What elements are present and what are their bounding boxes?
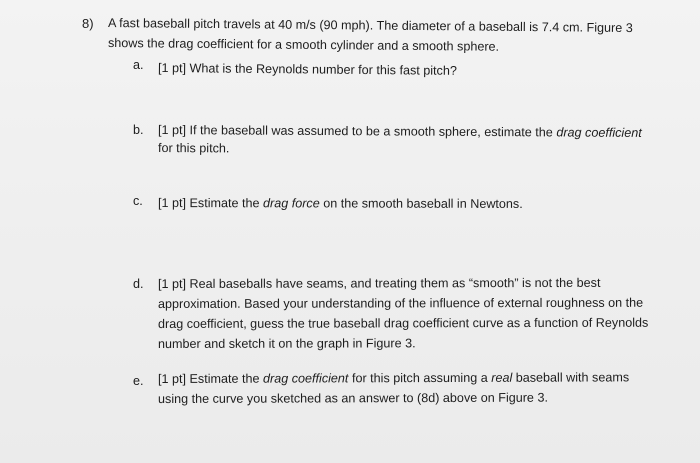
part-d-letter: d. (133, 277, 144, 291)
question-intro-line1: A fast baseball pitch travels at 40 m/s (90 mph). The diameter of a baseball is 7.4 cm. Figure 3 (107, 16, 633, 36)
part-e-line1 (158, 371, 629, 385)
part-e-text-after: baseball with seams (515, 370, 630, 385)
part-b-text-before: If the baseball was assumed to be a smooth sphere, estimate the (189, 123, 553, 140)
part-b-letter: b. (133, 123, 144, 137)
part-d-line3: drag coefficient, guess the true baseball drag coefficient curve as a function of Reynolds (157, 315, 649, 331)
question-number: 8) (82, 16, 94, 31)
part-a-letter: a. (133, 58, 144, 72)
part-c-term: drag force (262, 196, 320, 211)
part-b-line2: for this pitch. (157, 141, 230, 156)
part-c-points: [1 pt] (157, 196, 187, 211)
part-a-points: [1 pt] (157, 61, 187, 76)
part-d-points: [1 pt] (157, 276, 187, 291)
part-b-line1 (158, 124, 642, 140)
part-d-line4: number and sketch it on the graph in Figure 3. (157, 336, 416, 351)
part-a-question: What is the Reynolds number for this fast pitch? (189, 61, 457, 78)
part-e-letter: e. (133, 374, 144, 388)
part-e-term2: real (491, 370, 513, 385)
part-e-points: [1 pt] (157, 371, 187, 386)
part-b-term: drag coefficient (556, 125, 642, 140)
part-d-line1 (158, 277, 600, 291)
part-e-term: drag coefficient (262, 371, 349, 386)
part-d-line2: approximation. Based your understanding of the influence of external roughness on the (157, 295, 644, 311)
part-e-line2: using the curve you sketched as an answer to (8d) above on Figure 3. (157, 390, 548, 406)
part-d-text-line1: Real baseballs have seams, and treating them as “smooth” is not the best (189, 275, 601, 291)
part-a-text (158, 62, 457, 77)
part-c-text-before: Estimate the (189, 196, 260, 211)
part-c-text (158, 197, 523, 211)
part-b-points: [1 pt] (157, 123, 187, 138)
question-intro-line2: shows the drag coefficient for a smooth cylinder and a smooth sphere. (107, 36, 500, 54)
part-c-text-after: on the smooth baseball in Newtons. (323, 196, 523, 211)
part-c-letter: c. (133, 194, 143, 208)
part-e-text-before: Estimate the (189, 371, 260, 386)
part-e-text-mid: for this pitch assuming a (351, 370, 488, 386)
